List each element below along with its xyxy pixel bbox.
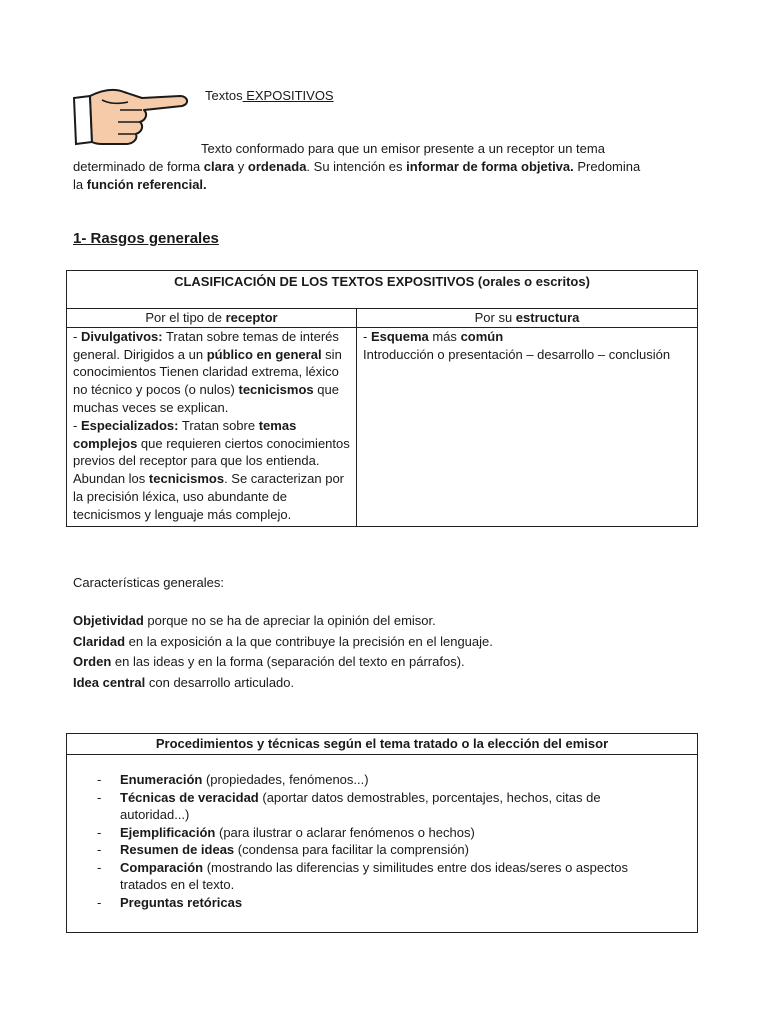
characteristic-item — [73, 613, 493, 634]
dash-bullet: - — [97, 789, 102, 805]
cell-bold: público en general — [206, 346, 322, 362]
characteristics-label: Características generales: — [73, 575, 225, 590]
characteristics-section — [73, 575, 493, 695]
characteristic-item — [73, 675, 493, 696]
procedure-term: Resumen de ideas — [120, 842, 235, 857]
estructura-cell — [357, 327, 698, 526]
procedures-list — [67, 771, 697, 911]
especializados-entry — [73, 417, 350, 524]
esquema-entry — [363, 328, 691, 346]
cell-text: más — [428, 328, 461, 344]
intro-bold-funcion: función referencial. — [86, 177, 207, 192]
cell-text: . Se caracterizan por la precisión léxica, uso abundante de tecnicismos y lenguaje más complejo. — [73, 471, 345, 522]
intro-text: determinado de forma — [73, 159, 204, 174]
section-heading: 1- Rasgos generales — [73, 230, 219, 247]
list-item — [67, 859, 697, 894]
characteristic-text: porque no se ha de apreciar la opinión del emisor. — [143, 613, 436, 628]
intro-text: . Su intención es — [306, 159, 407, 174]
intro-bold-clara: clara — [203, 159, 235, 174]
cell-text: - — [73, 328, 81, 344]
receptor-cell — [67, 327, 357, 526]
cell-text: que requieren ciertos conocimientos previos del receptor para que los entienda. Abundan los — [73, 435, 350, 487]
characteristic-text: en las ideas y en la forma (separación del texto en párrafos). — [111, 654, 465, 669]
intro-paragraph — [73, 140, 693, 194]
column-header-estructura — [357, 309, 698, 328]
procedures-box — [66, 733, 698, 933]
characteristic-text: en la exposición a la que contribuye la precisión en el lenguaje. — [125, 633, 493, 649]
dash-bullet: - — [97, 859, 102, 875]
cell-bold: temas complejos — [73, 417, 297, 451]
procedure-text: (condensa para facilitar la comprensión) — [234, 842, 469, 857]
col-header-bold: receptor — [225, 310, 278, 325]
characteristic-text: con desarrollo articulado. — [145, 674, 295, 690]
procedure-term: Técnicas de veracidad — [120, 789, 259, 805]
characteristic-term: Objetividad — [73, 613, 144, 628]
intro-line-1: Texto conformado para que un emisor presente a un receptor un tema — [201, 141, 605, 156]
page-title — [205, 88, 334, 103]
cell-bold: Esquema — [370, 328, 429, 344]
classification-table — [66, 270, 698, 527]
cell-bold: Especializados: — [80, 417, 179, 433]
col-header-text: Por su — [474, 310, 516, 325]
cell-bold: común — [460, 328, 504, 344]
intro-line-2 — [73, 158, 693, 176]
cell-bold: tecnicismos — [238, 382, 314, 398]
cell-text: - — [363, 328, 371, 344]
dash-bullet: - — [97, 824, 102, 840]
intro-bold-ordenada: ordenada — [247, 159, 307, 174]
cell-text: sin conocimientos Tienen claridad extrema, léxico no técnico y pocos (o nulos) — [73, 346, 342, 398]
list-item — [67, 894, 697, 912]
procedure-text: (aportar datos demostrables, porcentajes, hechos, citas de autoridad...) — [120, 789, 601, 822]
intro-text: y — [234, 159, 248, 174]
list-item — [67, 789, 697, 824]
dash-bullet: - — [97, 842, 102, 857]
cell-text: Tratan sobre temas de interés general. Dirigidos a un — [73, 328, 339, 362]
procedure-term: Preguntas retóricas — [120, 894, 243, 910]
cell-bold: Divulgativos: — [80, 328, 163, 344]
list-item — [67, 771, 697, 789]
structure-description: Introducción o presentación – desarrollo – conclusión — [363, 346, 671, 362]
classification-heading: CLASIFICACIÓN DE LOS TEXTOS EXPOSITIVOS (orales o escritos) — [67, 271, 698, 309]
procedures-heading: Procedimientos y técnicas según el tema tratado o la elección del emisor — [67, 734, 697, 755]
intro-bold-informar: informar de forma objetiva. — [406, 159, 574, 174]
intro-text: Predomina — [573, 159, 641, 174]
procedure-term: Enumeración — [120, 772, 203, 787]
procedure-text: (mostrando las diferencias y similitudes entre dos ideas/seres o aspectos tratados en el texto. — [120, 859, 628, 892]
cell-text: que muchas veces se explican. — [73, 382, 339, 415]
intro-text: la — [73, 177, 87, 192]
procedure-text: (para ilustrar o aclarar fenómenos o hechos) — [215, 824, 475, 840]
procedure-term: Comparación — [120, 859, 204, 875]
cell-text: Tratan sobre — [178, 417, 259, 433]
characteristic-item — [73, 654, 493, 675]
characteristic-term: Orden — [73, 654, 112, 669]
cell-text: - — [73, 417, 81, 433]
divulgativos-entry — [73, 328, 350, 417]
intro-line-3 — [73, 176, 693, 194]
title-main: EXPOSITIVOS — [242, 88, 334, 103]
procedure-term: Ejemplificación — [120, 824, 216, 840]
list-item — [67, 824, 697, 842]
characteristic-item — [73, 634, 493, 655]
characteristic-term: Idea central — [73, 674, 146, 690]
col-header-text: Por el tipo de — [145, 310, 226, 325]
characteristic-term: Claridad — [73, 633, 126, 649]
list-item — [67, 841, 697, 859]
cell-bold: tecnicismos — [148, 471, 225, 487]
procedure-text: (propiedades, fenómenos...) — [202, 772, 369, 787]
dash-bullet: - — [97, 772, 102, 787]
title-prefix: Textos — [205, 88, 243, 103]
column-header-receptor — [67, 309, 357, 328]
col-header-bold: estructura — [515, 310, 580, 325]
dash-bullet: - — [97, 894, 102, 910]
